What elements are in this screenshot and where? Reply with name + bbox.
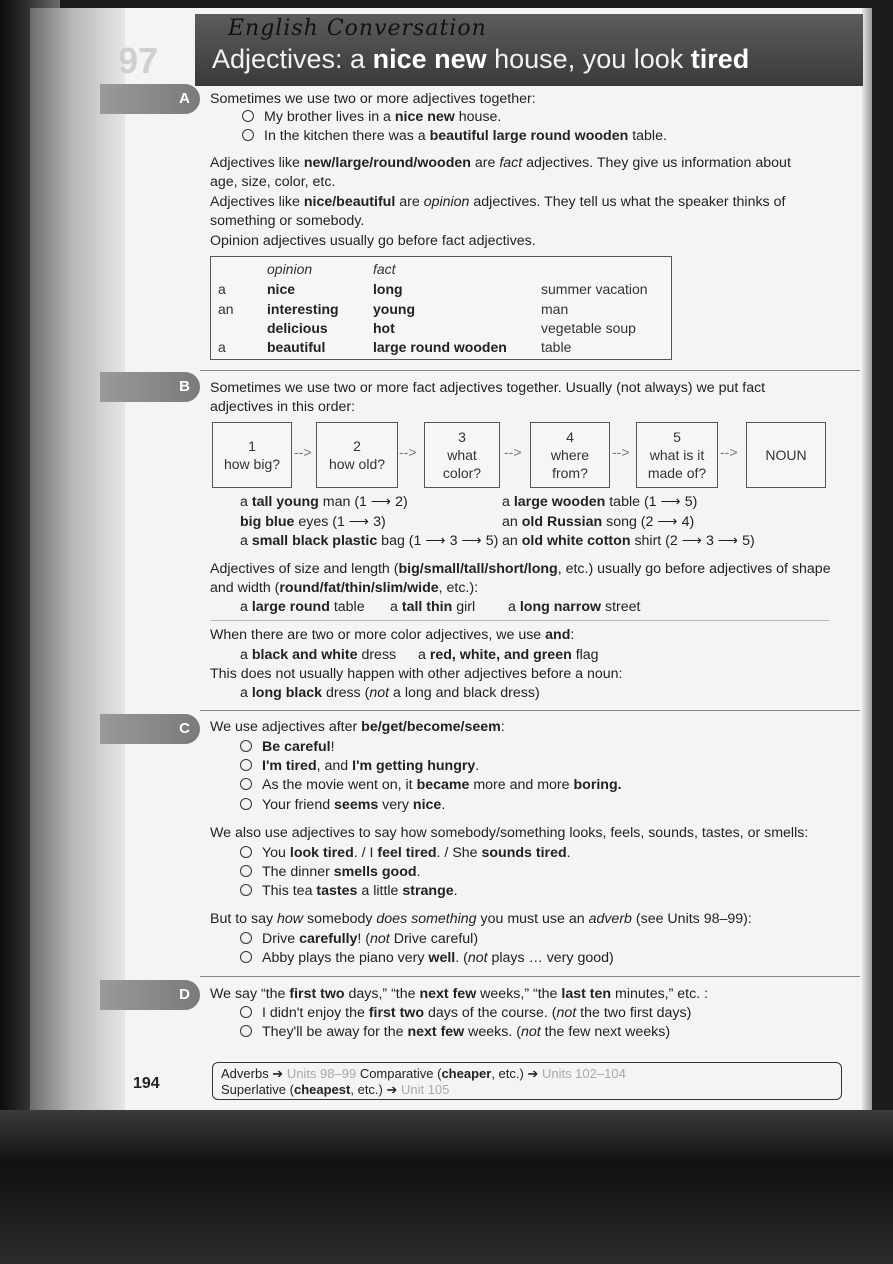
order-box-age: 2 how old? (316, 422, 398, 488)
a-fact-para-l1: Adjectives like new/large/round/wooden are fact adjectives. They give us information about (210, 155, 791, 171)
b-size-rule-l1: Adjectives of size and length (big/small/tall/short/long, etc.) usually go before adjectives of shape (210, 561, 831, 577)
b-noun-rule: This does not usually happen with other adjectives before a noun: (210, 666, 623, 682)
a-rule: Opinion adjectives usually go before fact adjectives. (210, 233, 536, 249)
opinion-fact-table (210, 256, 672, 360)
dotted-divider (210, 620, 830, 621)
b-example: big blue eyes (1 ⟶ 3) (240, 514, 386, 530)
bullet-icon (240, 932, 252, 944)
link-units-102-104[interactable]: Units 102–104 (541, 1066, 626, 1081)
handwritten-note: English Conversation (228, 16, 487, 41)
section-divider (200, 710, 860, 711)
bullet-icon (240, 1025, 252, 1037)
table-cell: a (218, 339, 226, 355)
b-color-example: a black and white dress (240, 647, 397, 663)
order-arrow: --> (720, 444, 738, 460)
c-adverb-rule: But to say how somebody does something you must use an adverb (see Units 98–99): (210, 911, 752, 927)
section-tab-d: D (100, 980, 200, 1010)
order-box-material: 5 what is it made of? (636, 422, 718, 488)
order-arrow: --> (294, 444, 312, 460)
c-adverb-example: Abby plays the piano very well. (not plays … very good) (240, 949, 614, 968)
c-example: As the movie went on, it became more and more boring. (240, 776, 622, 795)
bullet-icon (240, 951, 252, 963)
link-units-98-99[interactable]: Units 98–99 (286, 1066, 357, 1081)
bullet-icon (240, 759, 252, 771)
bullet-icon (242, 129, 254, 141)
b-noun-example: a long black dress (not a long and black dress) (240, 685, 540, 701)
a-intro: Sometimes we use two or more adjectives together: (210, 91, 536, 107)
table-cell: a (218, 281, 226, 297)
order-box-size: 1 how big? (212, 422, 292, 488)
table-cell: delicious (267, 320, 328, 336)
b-example: a large wooden table (1 ⟶ 5) (502, 494, 698, 510)
table-cell: interesting (267, 301, 339, 317)
c-looks-rule: We also use adjectives to say how somebody/something looks, feels, sounds, tastes, or smells: (210, 825, 809, 841)
c-adverb-example: Drive carefully! (not Drive careful) (240, 930, 478, 949)
c-example: I'm tired, and I'm getting hungry. (240, 757, 479, 776)
c-looks-example: The dinner smells good. (240, 863, 421, 882)
bullet-icon (240, 778, 252, 790)
unit-number: 97 (118, 40, 159, 81)
page-gutter (30, 8, 125, 1118)
order-box-color: 3 what color? (424, 422, 500, 488)
a-example-2: In the kitchen there was a beautiful large round wooden table. (242, 127, 667, 146)
unit-title: Adjectives: a nice new house, you look tired (212, 44, 750, 74)
b-color-rule: When there are two or more color adjectives, we use and: (210, 627, 575, 643)
a-fact-para-l2: age, size, color, etc. (210, 174, 336, 190)
bullet-icon (240, 846, 252, 858)
c-intro: We use adjectives after be/get/become/seem: (210, 719, 505, 735)
a-example-1: My brother lives in a nice new house. (242, 108, 501, 127)
table-cell: long (373, 281, 403, 297)
cross-reference-box (212, 1062, 842, 1100)
table-cell: vegetable soup (541, 320, 636, 336)
order-box-noun: NOUN (746, 422, 826, 488)
b-intro-l1: Sometimes we use two or more fact adjectives together. Usually (not always) we put fact (210, 380, 766, 396)
page-number: 194 (133, 1075, 160, 1092)
b-size-example: a long narrow street (508, 599, 641, 615)
table-cell: man (541, 301, 569, 317)
d-example: I didn't enjoy the first two days of the course. (not the two first days) (240, 1004, 691, 1023)
order-arrow: --> (612, 444, 630, 460)
b-example: an old Russian song (2 ⟶ 4) (502, 514, 695, 530)
b-color-example: a red, white, and green flag (418, 647, 599, 663)
bullet-icon (240, 798, 252, 810)
table-cell: table (541, 339, 572, 355)
b-size-rule-l2: and width (round/fat/thin/slim/wide, etc.): (210, 580, 479, 596)
b-example: a tall young man (1 ⟶ 2) (240, 494, 408, 510)
section-tab-b: B (100, 372, 200, 402)
cross-ref-line-2: Superlative (cheapest, etc.) ➔ Unit 105 (221, 1082, 450, 1097)
bullet-icon (242, 110, 254, 122)
c-example: Your friend seems very nice. (240, 796, 445, 815)
table-cell: young (373, 301, 415, 317)
table-cell: nice (267, 281, 296, 297)
link-unit-105[interactable]: Unit 105 (400, 1082, 450, 1097)
order-arrow: --> (504, 444, 522, 460)
b-example: a small black plastic bag (1 ⟶ 3 ⟶ 5) (240, 533, 499, 549)
a-opinion-para-l2: something or somebody. (210, 213, 365, 229)
table-cell: beautiful (267, 339, 326, 355)
bullet-icon (240, 740, 252, 752)
b-size-example: a large round table (240, 599, 365, 615)
b-example: an old white cotton shirt (2 ⟶ 3 ⟶ 5) (502, 533, 755, 549)
order-arrow: --> (399, 444, 417, 460)
c-looks-example: This tea tastes a little strange. (240, 882, 458, 901)
table-cell: summer vacation (541, 281, 648, 297)
d-example: They'll be away for the next few weeks. (not the few next weeks) (240, 1023, 670, 1042)
bullet-icon (240, 884, 252, 896)
table-header-fact: fact (373, 261, 396, 277)
page-edge-right (862, 8, 872, 1118)
a-opinion-para-l1: Adjectives like nice/beautiful are opinion adjectives. They tell us what the speaker thinks of (210, 194, 786, 210)
c-looks-example: You look tired. / I feel tired. / She sounds tired. (240, 844, 571, 863)
b-size-example: a tall thin girl (390, 599, 476, 615)
order-box-origin: 4 where from? (530, 422, 610, 488)
cross-ref-line-1: Adverbs ➔ Units 98–99 Comparative (cheaper, etc.) ➔ Units 102–104 (221, 1066, 626, 1081)
table-cell: large round wooden (373, 339, 507, 355)
section-divider (200, 370, 860, 371)
table-header-opinion: opinion (267, 261, 313, 277)
section-tab-c: C (100, 714, 200, 744)
bullet-icon (240, 865, 252, 877)
bullet-icon (240, 1006, 252, 1018)
d-intro: We say “the first two days,” “the next few weeks,” “the last ten minutes,” etc. : (210, 986, 709, 1002)
section-divider (200, 976, 860, 977)
table-cell: an (218, 301, 234, 317)
b-intro-l2: adjectives in this order: (210, 399, 356, 415)
section-tab-a: A (100, 84, 200, 114)
c-example: Be careful! (240, 738, 335, 757)
scan-border-bottom (0, 1110, 893, 1264)
table-cell: hot (373, 320, 395, 336)
